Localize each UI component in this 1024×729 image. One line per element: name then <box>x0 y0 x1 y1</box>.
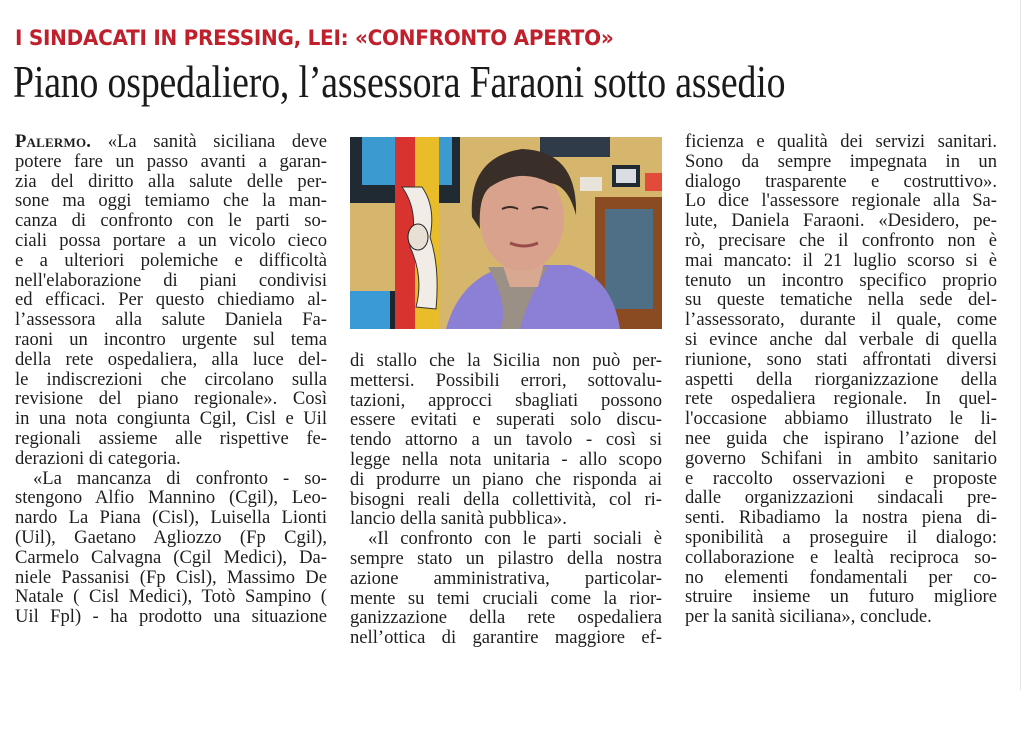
text-line: collaborazione e lealtà reciproca so- <box>685 546 997 568</box>
text-line: e a ulteriori polemiche e difficoltà <box>15 249 327 271</box>
text-line: potere fare un passo avanti a garan- <box>15 150 327 172</box>
text-line: e raccolto osservazioni e proposte <box>685 467 997 489</box>
text-line: mai mancato: il 21 luglio scorso si è <box>685 249 997 271</box>
text-line: si evince anche dal verbale di quella <box>685 328 997 350</box>
text-line <box>15 132 327 152</box>
article-kicker: I SINDACATI IN PRESSING, LEI: «CONFRONTO APERTO» <box>15 26 614 51</box>
text-line: nardo La Piana (Cisl), Luisella Lionti <box>15 507 327 529</box>
text-line: di produrre un piano che risponda ai <box>350 468 662 490</box>
text-line: «Il confronto con le parti sociali è <box>368 528 662 550</box>
page-edge-divider <box>1020 0 1021 690</box>
text-line: derazioni di categoria. <box>15 447 181 469</box>
text-line: l’assessorato, durante il quale, come <box>685 309 997 331</box>
text-line: nee guida che ispirano l’azione del <box>685 427 997 449</box>
text-line: raoni un incontro urgente sul tema <box>15 328 327 350</box>
text-line: rete ospedaliera regionale. In quel- <box>685 388 997 410</box>
text-line: essere evitati e superati solo discu- <box>350 409 662 431</box>
text-line: Uil Fpl) - ha prodotto una situazione <box>15 606 327 628</box>
text-line: niele Passanisi (Fp Cisl), Massimo De <box>15 566 327 588</box>
text-line: riunione, sono stati affrontati diversi <box>685 348 997 370</box>
text-line: per la sanità siciliana», conclude. <box>685 606 932 628</box>
text-line: aspetti della riorganizzazione della <box>685 368 997 390</box>
text-line: di stallo che la Sicilia non può per- <box>350 350 662 371</box>
text-span: «La sanità siciliana deve <box>91 131 327 152</box>
article-column-2 <box>350 351 662 648</box>
text-line: no elementi fondamentali per co- <box>685 566 997 588</box>
text-line: struire insieme un futuro migliore <box>685 586 997 608</box>
text-line: tazioni, approcci sbagliati possono <box>350 389 662 411</box>
text-line: tendo attorno a un tavolo - così si <box>350 429 662 451</box>
article-column-3 <box>685 132 997 627</box>
text-line: Carmelo Calvagna (Cgil Medici), Da- <box>15 546 327 568</box>
text-line: zia del diritto alla salute delle per- <box>15 170 327 192</box>
text-line: mente su temi cruciali come la rior- <box>350 587 662 609</box>
dateline: Palermo. <box>15 131 92 152</box>
text-line: lute, Daniela Faraoni. «Desidero, pe- <box>685 210 997 232</box>
text-line: su queste tematiche nella sede del- <box>685 289 997 311</box>
article-headline: Piano ospedaliero, l’assessora Faraoni sotto assedio <box>13 57 786 107</box>
text-line: stengono Alfio Mannino (Cgil), Leo- <box>15 487 327 509</box>
text-line: dalle organizzazioni sindacali pre- <box>685 487 997 509</box>
text-line: (Uil), Gaetano Agliozzo (Fp Cgil), <box>15 526 327 548</box>
text-line: ciali possa portare a un vicolo cieco <box>15 229 327 251</box>
text-line: mettersi. Possibili errori, sottovalu- <box>350 369 662 391</box>
text-line: nell'elaborazione di piani condivisi <box>15 269 327 291</box>
text-line: lancio della sanità pubblica». <box>350 508 567 530</box>
text-line: sone ma oggi temiamo che la man- <box>15 190 327 212</box>
text-line: le indiscrezioni che circolano sulla <box>15 368 327 390</box>
text-line: in una nota congiunta Cgil, Cisl e Uil <box>15 408 327 430</box>
text-line: sponibilità a proseguire il dialogo: <box>685 526 997 548</box>
text-line: ed efficaci. Per questo chiediamo al- <box>15 289 327 311</box>
article-column-1 <box>15 132 327 627</box>
text-line: Natale ( Cisl Medici), Totò Sampino ( <box>15 586 327 608</box>
text-line: tenuto un incontro specifico proprio <box>685 269 997 291</box>
text-line: dialogo trasparente e costruttivo». <box>685 170 997 192</box>
text-line: ficienza e qualità dei servizi sanitari. <box>685 131 997 152</box>
text-line: governo Schifani in ambito sanitario <box>685 447 997 469</box>
portrait-photo-illustration <box>350 137 662 329</box>
text-line: regionali assieme alle rispettive fe- <box>15 427 327 449</box>
text-line: canza di confronto con le parti so- <box>15 210 327 232</box>
text-line: legge nella nota unitaria - allo scopo <box>350 448 662 470</box>
text-line: della rete ospedaliera, alla luce del- <box>15 348 327 370</box>
text-line: l'occasione abbiamo illustrato le li- <box>685 408 997 430</box>
text-line: sempre stato un pilastro della nostra <box>350 547 662 569</box>
article-photo <box>350 137 662 329</box>
text-line: nell’ottica di garantire maggiore ef- <box>350 627 662 649</box>
text-line: azione amministrativa, particolar- <box>350 567 662 589</box>
text-line: «La mancanza di confronto - so- <box>33 467 327 489</box>
text-line: l’assessora alla salute Daniela Fa- <box>15 309 327 331</box>
text-line: bisogni reali della collettività, col ri- <box>350 488 662 510</box>
text-line: rò, precisare che il confronto non è <box>685 229 997 251</box>
text-line: Lo dice l'assessore regionale alla Sa- <box>685 190 997 212</box>
text-line: Sono da sempre impegnata in un <box>685 150 997 172</box>
text-line: senti. Ribadiamo la nostra piena di- <box>685 507 997 529</box>
text-line: revisione del piano regionale». Così <box>15 388 327 410</box>
text-line: ganizzazione della rete ospedaliera <box>350 607 662 629</box>
